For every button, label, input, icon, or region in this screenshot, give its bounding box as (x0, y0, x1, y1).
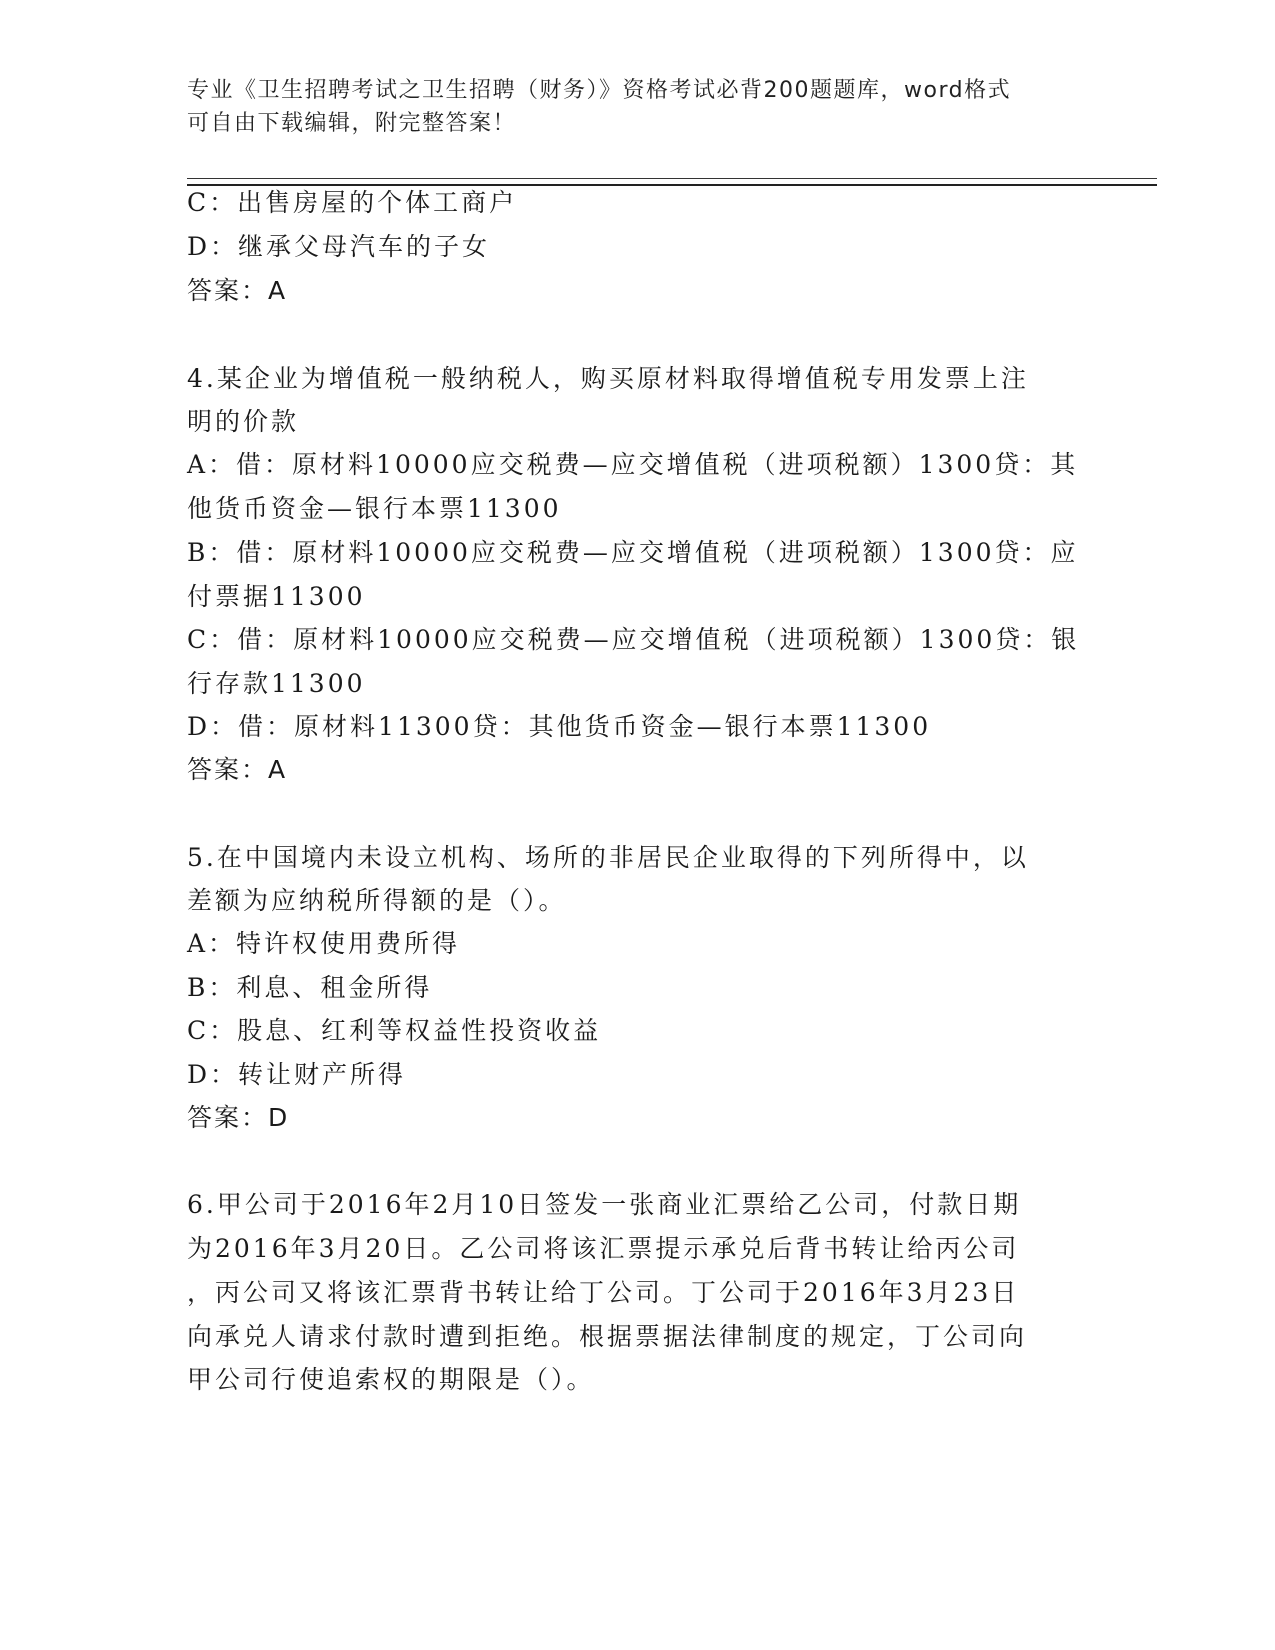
q3-option-c: C：出售房屋的个体工商户 (187, 188, 518, 217)
header-divider-thick (187, 184, 1157, 186)
header-divider-thin (187, 178, 1157, 179)
q3-answer: 答案：A (187, 276, 288, 305)
document-header (187, 74, 1087, 140)
q4-option-c-line-2: 行存款11300 (187, 669, 366, 698)
q6-stem-line-1: 6.甲公司于2016年2月10日签发一张商业汇票给乙公司，付款日期 (187, 1190, 1022, 1219)
header-title-line-1: 专业《卫生招聘考试之卫生招聘（财务）》资格考试必背200题题库，word格式 (187, 78, 1012, 103)
q5-option-c: C：股息、红利等权益性投资收益 (187, 1016, 602, 1045)
q4-stem-line-2: 明的价款 (187, 407, 300, 436)
q5-option-a: A：特许权使用费所得 (187, 929, 461, 958)
header-title-line-2: 可自由下载编辑，附完整答案！ (187, 111, 517, 136)
q4-option-b-line-1: B：借：原材料10000应交税费—应交增值税（进项税额）1300贷：应 (187, 538, 1079, 567)
q6-stem-line-2: 为2016年3月20日。乙公司将该汇票提示承兑后背书转让给丙公司 (187, 1234, 1020, 1263)
q6-stem-line-3: ，丙公司又将该汇票背书转让给丁公司。丁公司于2016年3月23日 (187, 1278, 1020, 1307)
q4-option-a-line-1: A：借：原材料10000应交税费—应交增值税（进项税额）1300贷：其 (187, 450, 1079, 479)
q4-option-a-line-2: 他货币资金—银行本票11300 (187, 494, 562, 523)
q4-stem-line-1: 4.某企业为增值税一般纳税人，购买原材料取得增值税专用发票上注 (187, 364, 1029, 393)
q5-option-d: D：转让财产所得 (187, 1060, 407, 1089)
q4-option-c-line-1: C：借：原材料10000应交税费—应交增值税（进项税额）1300贷：银 (187, 625, 1080, 654)
q4-option-b-line-2: 付票据11300 (187, 582, 366, 611)
q4-option-d: D：借：原材料11300贷：其他货币资金—银行本票11300 (187, 712, 932, 741)
q4-answer: 答案：A (187, 755, 288, 784)
q5-stem-line-1: 5.在中国境内未设立机构、场所的非居民企业取得的下列所得中，以 (187, 843, 1029, 872)
q5-stem-line-2: 差额为应纳税所得额的是（）。 (187, 886, 567, 915)
q6-stem-line-4: 向承兑人请求付款时遭到拒绝。根据票据法律制度的规定，丁公司向 (187, 1322, 1028, 1351)
q5-option-b: B：利息、租金所得 (187, 973, 433, 1002)
q3-option-d: D：继承父母汽车的子女 (187, 232, 491, 261)
q5-answer: 答案：D (187, 1103, 290, 1132)
q6-stem-line-5: 甲公司行使追索权的期限是（）。 (187, 1365, 595, 1394)
